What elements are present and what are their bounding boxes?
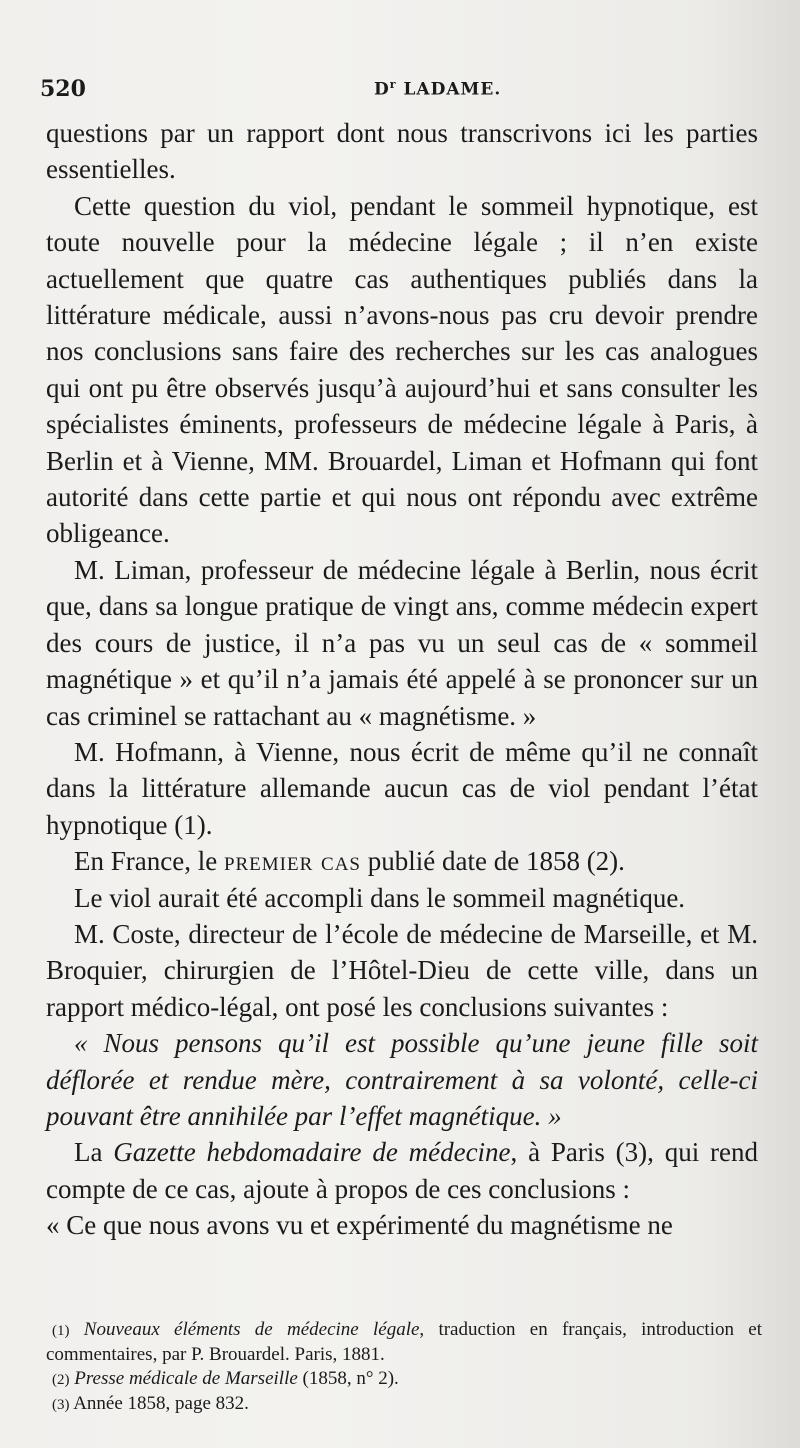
paragraph-8-quote: « Nous pensons qu’il est possible qu’une jeune fille soit déflorée et rendue mère, contrairement à sa volonté, celle-ci pouvant être annihilée par l’effet magnétique. » [46,1028,758,1131]
paragraph-9-before: La [74,1137,114,1168]
paragraph-9 [46,1134,758,1207]
footnote-2-mark: (2) [52,1372,70,1388]
author-name: LADAME. [396,79,502,100]
author-sup: r [389,78,397,91]
page-number: 520 [40,76,86,102]
paragraph-1: questions par un rapport dont nous transcrivons ici les parties essentielles. [46,118,758,185]
paragraph-5-after: publié date de 1858 (2). [361,846,625,877]
paragraph-3: M. Liman, professeur de médecine légale à Berlin, nous écrit que, dans sa longue pratique de vingt ans, comme médecin expert des cours de justice, il n’a pas vu un seul cas de « sommeil magnétique » et qu’il n’a jamais été appelé à se prononcer sur un cas criminel se rattachant au « magnétisme. » [46,554,758,731]
footnote-1-mark: (1) [52,1323,70,1339]
footnote-3 [46,1392,762,1417]
paragraph-10: « Ce que nous avons vu et expérimenté du magnétisme ne [46,1210,673,1241]
footnote-2-rest: (1858, n° 2). [297,1368,399,1389]
paragraph-5-before: En France, le [74,846,224,877]
page-header [40,76,760,106]
author-prefix: D [374,79,390,100]
paragraph-5-caps: premier cas [223,846,361,877]
footnote-2 [46,1367,762,1392]
footnote-1 [46,1318,762,1367]
footnote-3-rest: Année 1858, page 832. [69,1393,249,1414]
paragraph-4: M. Hofmann, à Vienne, nous écrit de même qu’il ne connaît dans la littérature allemande aucun cas de viol pendant l’état hypnotique (1). [46,736,758,840]
paragraph-9-italic: Gazette hebdomadaire de médecine [113,1137,511,1168]
running-head [374,78,501,100]
footnote-3-mark: (3) [52,1397,70,1413]
paragraph-7: M. Coste, directeur de l’école de médecine de Marseille, et M. Broquier, chirurgien de l’Hôtel-Dieu de cette ville, dans un rapport médico-légal, ont posé les conclusions suivantes : [46,918,758,1022]
paragraph-2: Cette question du viol, pendant le sommeil hypnotique, est toute nouvelle pour la médecine légale ; il n’en existe actuellement que quatre cas authentiques publiés dans la littérature médicale, aussi n’avons-nous pas cru devoir prendre nos conclusions sans faire des recherches sur les cas analogues qui ont pu être observés jusqu’à aujourd’hui et sans consulter les spécialistes éminents, professeurs de médecine légale à Paris, à Berlin et à Vienne, MM. Brouardel, Liman et Hofmann qui font autorité dans cette partie et qui nous ont répondu avec extrême obligeance. [46,190,758,549]
footnote-1-rest: , traduction en français, introduction et commentaires, par P. Brouardel. Paris, 1881. [46,1319,762,1365]
footnotes [46,1318,762,1417]
footnote-1-title: Nouveaux éléments de médecine légale [83,1319,420,1340]
paragraph-6: Le viol aurait été accompli dans le sommeil magnétique. [74,882,686,913]
paragraph-9-after: , à Paris (3), qui rend compte de ce cas, ajoute à propos de ces conclusions : [46,1137,758,1204]
footnote-2-title: Presse médicale de Marseille [74,1368,298,1389]
body-text [46,115,758,1244]
paragraph-5 [46,843,758,879]
